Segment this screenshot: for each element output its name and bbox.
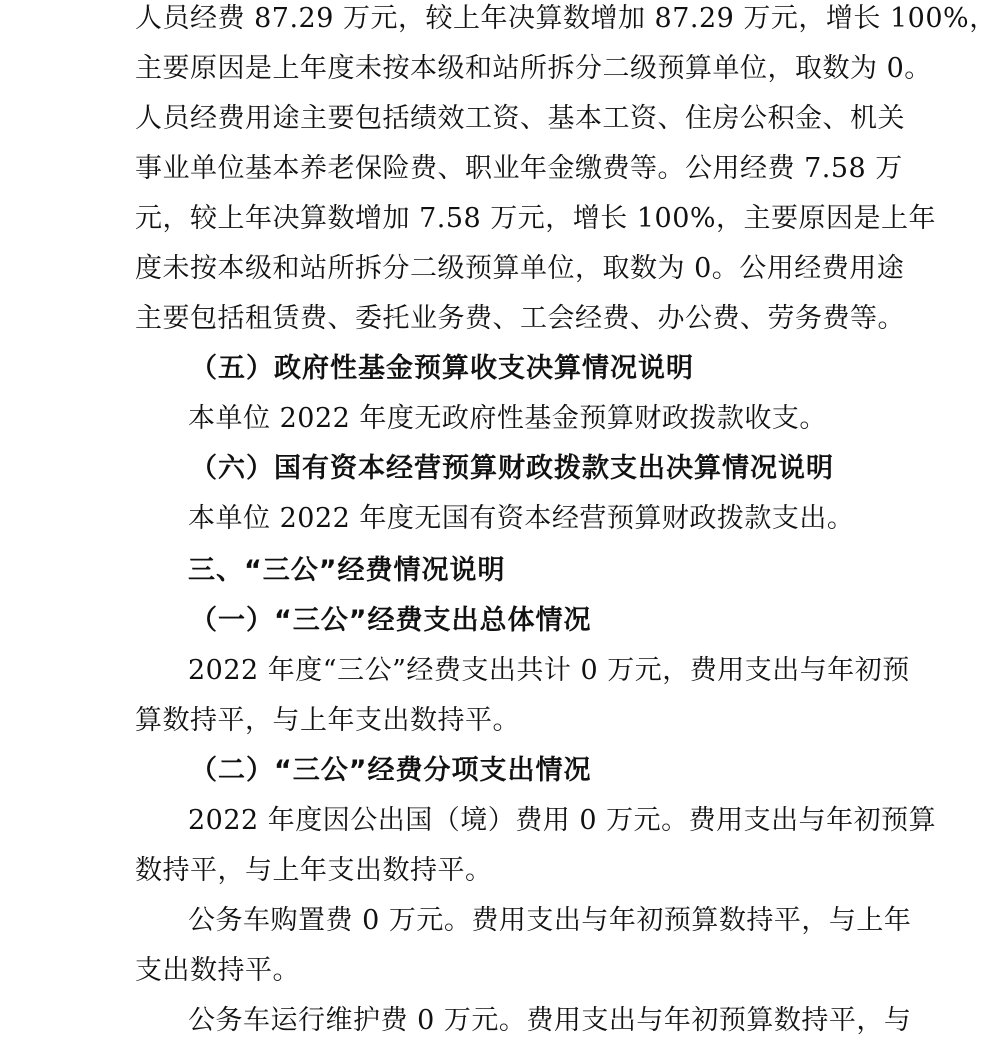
section-heading: （一）“三公”经费支出总体情况 <box>190 605 592 636</box>
paragraph-line: 2022 年度“三公”经费支出共计 0 万元，费用支出与年初预 <box>188 655 910 686</box>
paragraph-line: 人员经费用途主要包括绩效工资、基本工资、住房公积金、机关 <box>135 103 905 134</box>
paragraph-line: 主要原因是上年度未按本级和站所拆分二级预算单位，取数为 0。 <box>135 53 932 84</box>
paragraph-line: 公务车购置费 0 万元。费用支出与年初预算数持平，与上年 <box>188 905 912 936</box>
section-heading: （六）国有资本经营预算财政拨款支出决算情况说明 <box>190 453 834 484</box>
paragraph-line: 元，较上年决算数增加 7.58 万元，增长 100%，主要原因是上年 <box>135 203 937 234</box>
paragraph-line: 人员经费 87.29 万元，较上年决算数增加 87.29 万元，增长 100%， <box>135 3 997 34</box>
chapter-heading: 三、“三公”经费情况说明 <box>188 555 506 586</box>
paragraph-line: 事业单位基本养老保险费、职业年金缴费等。公用经费 7.58 万 <box>135 153 903 184</box>
paragraph-line: 主要包括租赁费、委托业务费、工会经费、办公费、劳务费等。 <box>135 303 905 334</box>
paragraph-line: 公务车运行维护费 0 万元。费用支出与年初预算数持平，与 <box>188 1005 912 1036</box>
paragraph-line: 本单位 2022 年度无国有资本经营预算财政拨款支出。 <box>188 503 855 534</box>
paragraph-line: 算数持平，与上年支出数持平。 <box>135 705 520 736</box>
section-heading: （二）“三公”经费分项支出情况 <box>190 755 592 786</box>
paragraph-line: 数持平，与上年支出数持平。 <box>135 855 493 886</box>
paragraph-line: 度未按本级和站所拆分二级预算单位，取数为 0。公用经费用途 <box>135 253 905 284</box>
paragraph-line: 支出数持平。 <box>135 955 300 986</box>
section-heading: （五）政府性基金预算收支决算情况说明 <box>190 353 694 384</box>
paragraph-line: 2022 年度因公出国（境）费用 0 万元。费用支出与年初预算 <box>188 805 937 836</box>
paragraph-line: 本单位 2022 年度无政府性基金预算财政拨款收支。 <box>188 403 827 434</box>
